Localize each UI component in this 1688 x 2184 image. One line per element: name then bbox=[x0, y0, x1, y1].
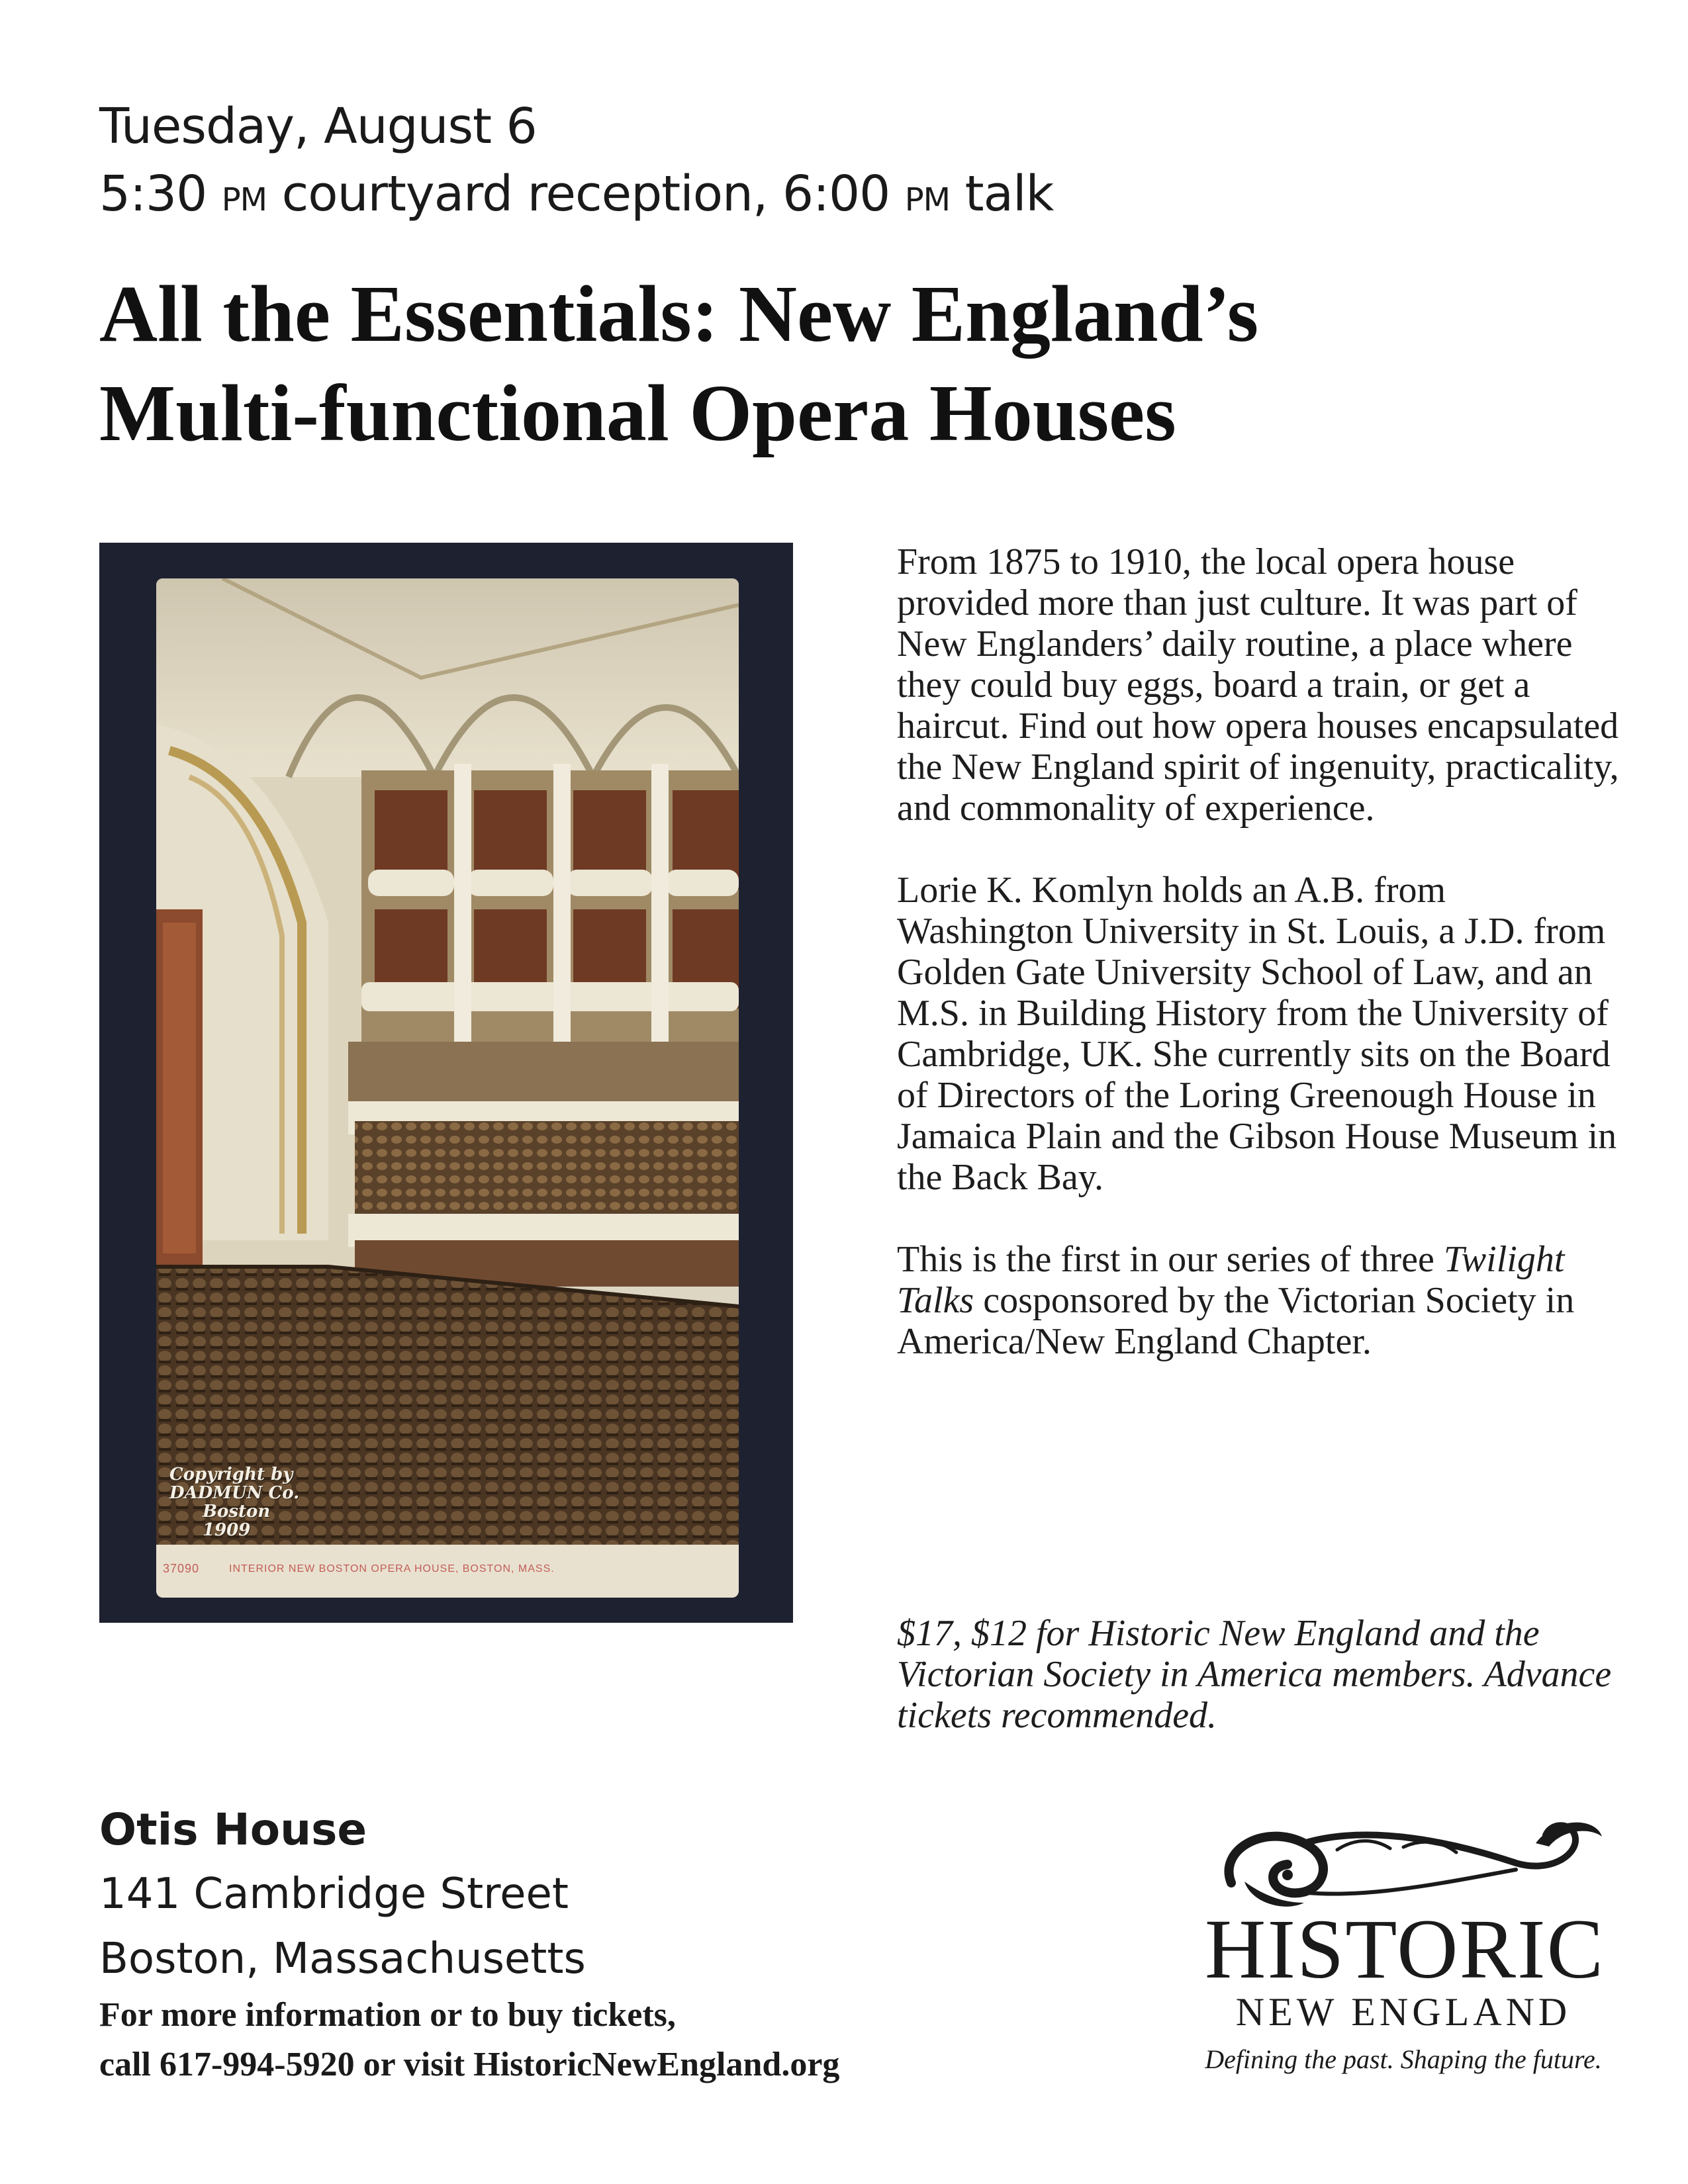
talk-time: 6:00 bbox=[782, 165, 890, 222]
description-paragraph: From 1875 to 1910, the local opera house provided more than just culture. It was part of New Englanders’ daily routine, a place where they could buy eggs, board a train, or get a haircut. Find out how opera houses encapsulated the New England spirit of ingenuity, practicality, and commonality of experience. bbox=[897, 541, 1619, 829]
venue-city: Boston, Massachusetts bbox=[99, 1934, 586, 1983]
event-date: Tuesday, August 6 bbox=[99, 98, 537, 155]
copyright-line1: Copyright by bbox=[169, 1465, 293, 1484]
venue-street: 141 Cambridge Street bbox=[99, 1870, 569, 1919]
reception-time-suffix: PM bbox=[221, 181, 267, 218]
series-text-end: cosponsored by the Victorian Society in America/New England Chapter. bbox=[897, 1280, 1575, 1362]
logo-tagline: Defining the past. Shaping the future. bbox=[1205, 2044, 1602, 2074]
series-name: Twilight Talks bbox=[897, 1239, 1565, 1321]
event-title-line1: All the Essentials: New England’s bbox=[99, 269, 1259, 359]
opera-house-postcard-image bbox=[99, 543, 793, 1623]
venue-name: Otis House bbox=[99, 1804, 367, 1855]
acanthus-scroll-ornament-icon bbox=[1205, 1803, 1615, 1916]
postcard-caption bbox=[156, 1546, 739, 1598]
ticket-price: $17, $12 for Historic New England and the Victorian Society in America members. Advance tickets recommended. bbox=[897, 1613, 1612, 1736]
copyright-signature bbox=[169, 1465, 302, 1539]
event-times bbox=[99, 160, 1053, 234]
event-title bbox=[99, 265, 1556, 463]
postcard-caption-text: INTERIOR NEW BOSTON OPERA HOUSE, BOSTON, MASS. bbox=[229, 1563, 555, 1574]
event-title-line2: Multi-functional Opera Houses bbox=[99, 369, 1176, 458]
talk-label: talk bbox=[964, 165, 1054, 222]
reception-label: courtyard reception, bbox=[281, 165, 768, 222]
series-text-start: This is the first in our series of three bbox=[897, 1239, 1444, 1280]
copyright-line2: DADMUN Co. bbox=[169, 1483, 300, 1503]
opera-house-interior-illustration bbox=[156, 578, 739, 1545]
logo-wordmark-historic: HISTORIC bbox=[1205, 1902, 1605, 1996]
logo-wordmark-new-england: NEW ENGLAND bbox=[1235, 1990, 1571, 2034]
copyright-line3: Boston 1909 bbox=[203, 1502, 271, 1540]
contact-text: call 617-994-5920 or visit HistoricNewEngland.org bbox=[99, 2046, 840, 2083]
postcard bbox=[156, 578, 739, 1598]
info-text: For more information or to buy tickets, bbox=[99, 1996, 676, 2034]
event-description bbox=[897, 541, 1625, 1362]
reception-time: 5:30 bbox=[99, 165, 207, 222]
speaker-bio-paragraph: Lorie K. Komlyn holds an A.B. from Washington University in St. Louis, a J.D. from Golden Gate University School of Law, and an M.S. in Building History from the University of Cambridge, UK. She currently sits on the Board of Directors of the Loring Greenough House in Jamaica Plain and the Gibson House Museum in the Back Bay. bbox=[897, 870, 1617, 1198]
postcard-number: 37090 bbox=[163, 1562, 200, 1575]
series-paragraph bbox=[897, 1239, 1625, 1362]
talk-time-suffix: PM bbox=[904, 181, 951, 218]
